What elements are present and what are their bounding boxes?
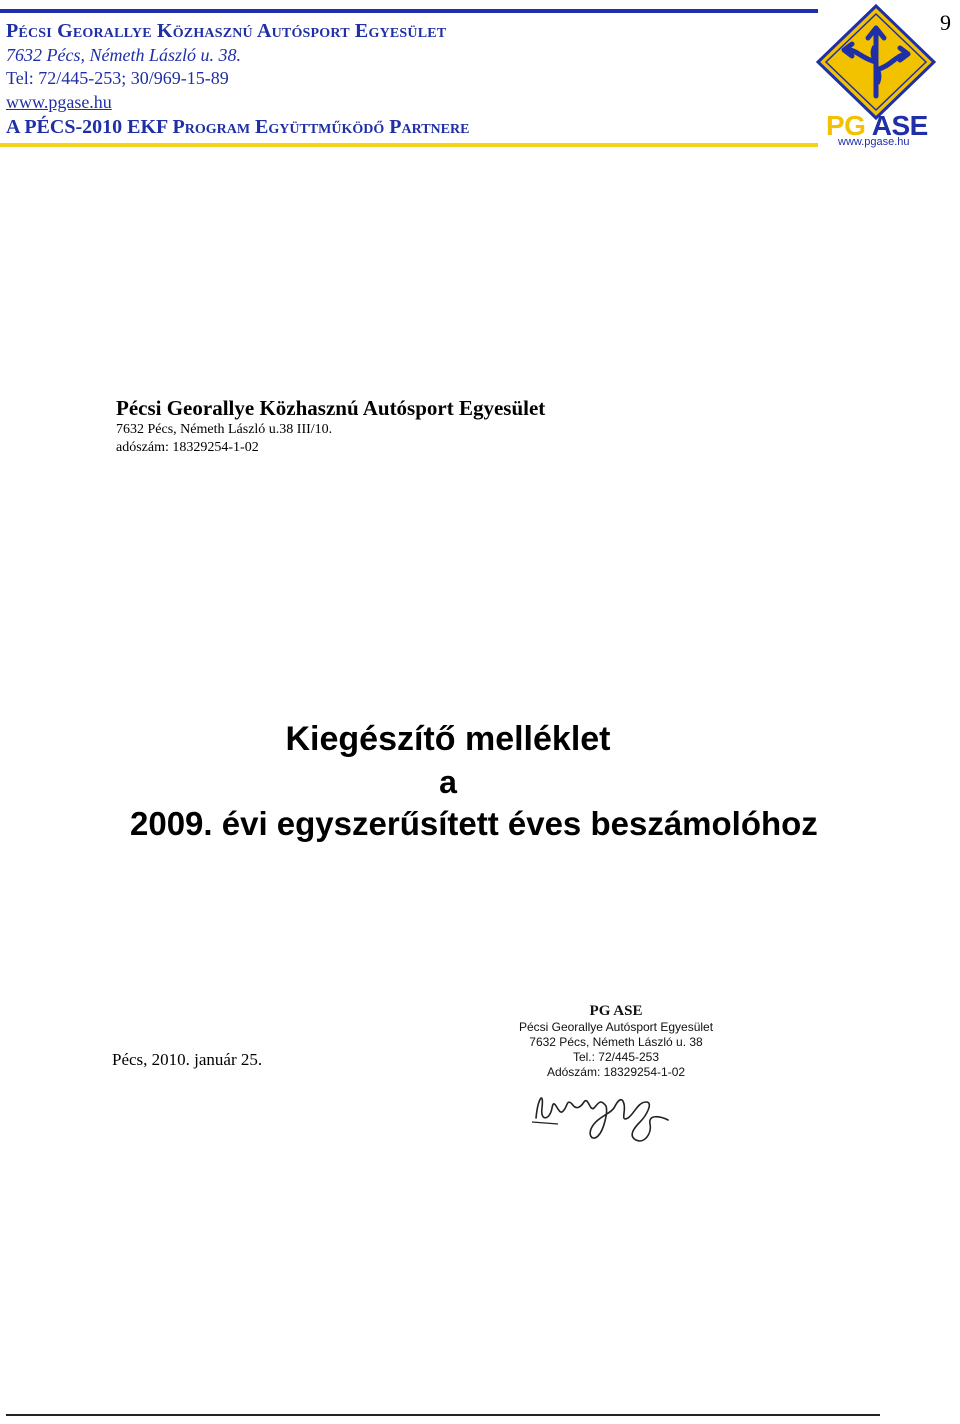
scanned-org-name: Pécsi Georallye Közhasznú Autósport Egyesület <box>116 396 546 420</box>
header-top-rule <box>0 9 818 13</box>
document-subtitle: 2009. évi egyszerűsített éves beszámolóhoz <box>130 805 818 842</box>
stamp-tax-line: Adószám: 18329254-1-02 <box>546 1065 686 1079</box>
logo-wordmark: PG ASE <box>826 110 928 141</box>
organization-stamp <box>506 1002 726 1080</box>
handwritten-signature <box>528 1078 678 1148</box>
stamp-address-line: 7632 Pécs, Németh László u. 38 <box>529 1035 703 1049</box>
header-website-link[interactable]: www.pgase.hu <box>6 92 112 112</box>
header-phone: Tel: 72/445-253; 30/969-15-89 <box>6 68 229 88</box>
place-and-date: Pécs, 2010. január 25. <box>112 1050 263 1069</box>
document-title: Kiegészítő melléklet <box>285 720 611 758</box>
document-title-connector: a <box>439 764 457 800</box>
scanned-address: 7632 Pécs, Németh László u.38 III/10. <box>116 422 333 437</box>
scanned-tax-number: adószám: 18329254-1-02 <box>116 440 259 455</box>
header-address: 7632 Pécs, Németh László u. 38. <box>6 45 241 65</box>
page-number: 9 <box>940 10 951 35</box>
stamp-org-line: Pécsi Georallye Autósport Egyesület <box>518 1020 714 1034</box>
stamp-phone-line: Tel.: 72/445-253 <box>572 1050 660 1064</box>
logo-url: www.pgase.hu <box>838 136 910 148</box>
stamp-title: PG ASE <box>589 1003 643 1019</box>
header-org-name: Pécsi Georallye Közhasznú Autósport Egyesület <box>6 20 447 42</box>
footer-rule <box>6 1414 880 1416</box>
header-partner-line: A PÉCS-2010 EKF Program Együttműködő Partnere <box>6 116 470 138</box>
header-bottom-rule <box>0 143 818 147</box>
